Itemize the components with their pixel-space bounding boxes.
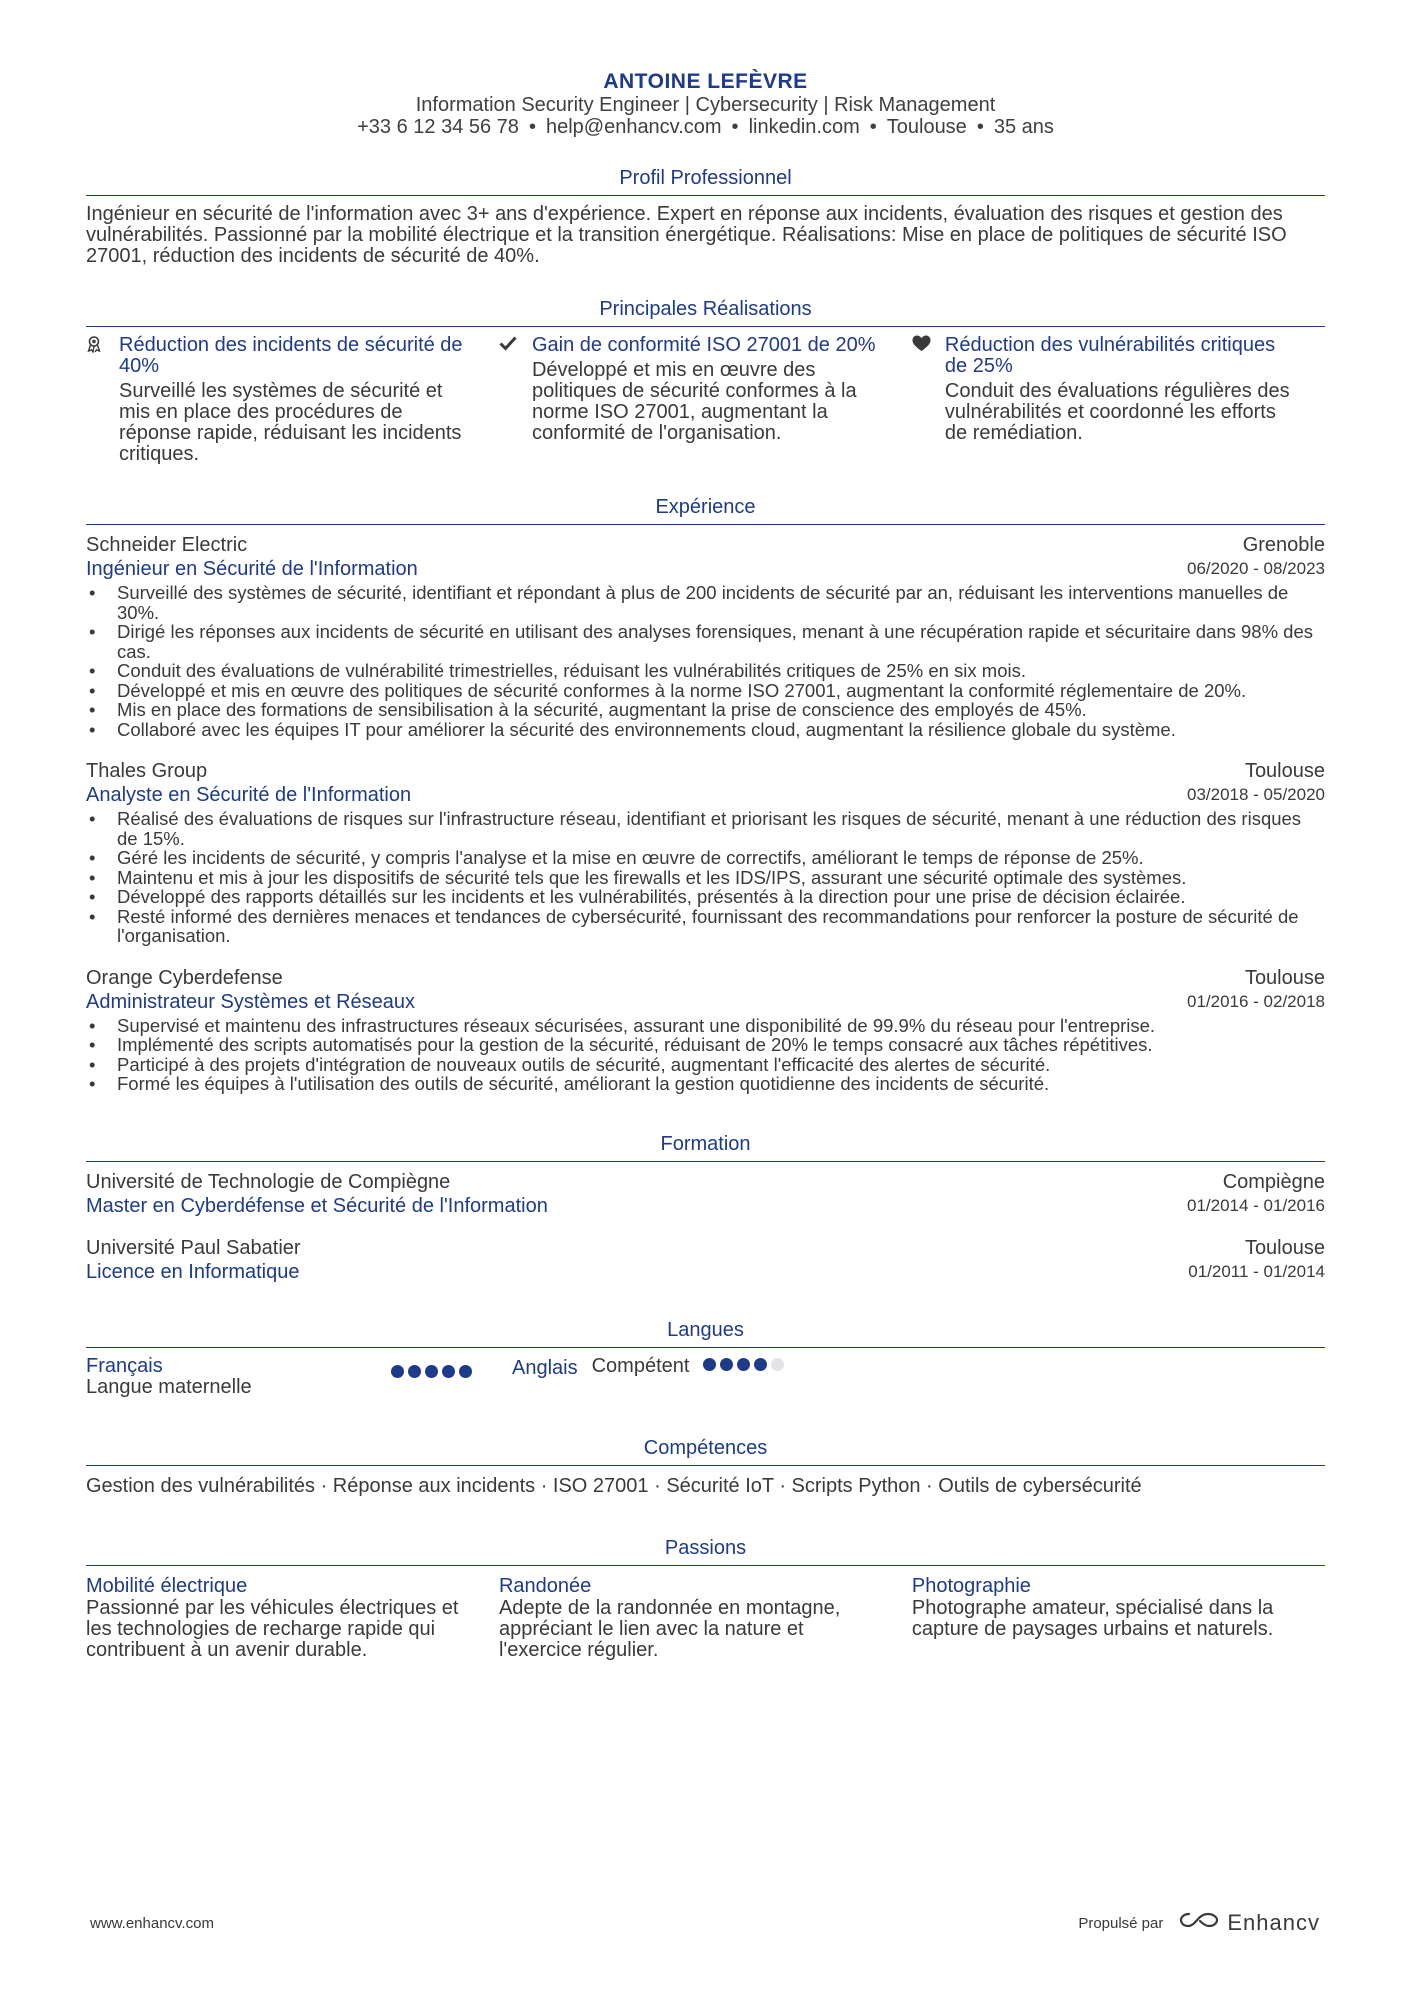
list-item: • Surveillé des systèmes de sécurité, identifiant et répondant à plus de 200 incidents de sécurité par an, réduisant les interventions manuelles de 30%. (86, 583, 1325, 622)
award-icon (86, 335, 119, 465)
school-name: Université Paul Sabatier (86, 1236, 301, 1259)
passion-title: Photographie (911, 1574, 1031, 1597)
school-location: Toulouse (1244, 1236, 1325, 1259)
section-title: Compétences (86, 1436, 1325, 1466)
phone: +33 6 12 34 56 78 (357, 116, 519, 138)
experience-section (86, 495, 1325, 1094)
achievements-section (86, 297, 1325, 465)
job-role: Ingénieur en Sécurité de l'Information (86, 558, 418, 580)
rating-dot (459, 1365, 472, 1378)
job-location: Grenoble (1242, 534, 1325, 556)
passion-item (912, 1574, 1325, 1661)
headline: Information Security Engineer | Cybersecurity | Risk Management (415, 94, 996, 116)
language-name: Français (86, 1354, 163, 1377)
brand-name: Enhancv (1227, 1910, 1320, 1935)
passion-desc: Photographe amateur, spécialisé dans la capture de paysages urbains et naturels. (911, 1596, 1274, 1640)
job-role: Administrateur Systèmes et Réseaux (86, 990, 416, 1013)
achievement-title: Réduction des incidents de sécurité de 40% (119, 334, 463, 377)
language-rating (391, 1365, 472, 1398)
list-item: • Réalisé des évaluations de risques sur l'infrastructure réseau, identifiant et priorisant les risques de sécurité, menant à une réduction des risques de 15%. (86, 809, 1325, 848)
linkedin[interactable]: linkedin.com (748, 116, 860, 138)
list-item: • Dirigé les réponses aux incidents de sécurité en utilisant des analyses forensiques, menant à une récupération rapide et sécuritaire dans 98% des cas. (86, 622, 1325, 661)
rating-dot (408, 1365, 421, 1378)
rating-dot (442, 1365, 455, 1378)
education-section (86, 1132, 1325, 1284)
section-title: Profil Professionnel (86, 166, 1325, 196)
passion-item (499, 1574, 912, 1661)
rating-dot (425, 1365, 438, 1378)
company-name: Thales Group (86, 760, 208, 782)
degree: Master en Cyberdéfense et Sécurité de l'Information (86, 1194, 548, 1217)
education-dates: 01/2011 - 01/2014 (1188, 1261, 1325, 1281)
company-name: Schneider Electric (86, 534, 248, 556)
job-entry (86, 533, 1325, 739)
section-title: Langues (86, 1318, 1325, 1348)
job-location: Toulouse (1244, 966, 1325, 989)
language-level: Langue maternelle (86, 1375, 252, 1398)
list-item: • Implémenté des scripts automatisés pour la gestion de la sécurité, réduisant de 20% le temps consacré aux tâches répétitives. (86, 1035, 1325, 1055)
achievement-desc: Surveillé les systèmes de sécurité et mis en place des procédures de réponse rapide, réduisant les incidents critiques. (119, 380, 462, 465)
rating-dot (703, 1358, 716, 1371)
list-item: • Maintenu et mis à jour les dispositifs de sécurité tels que les firewalls et les IDS/IPS, assurant une sécurité optimale des systèmes. (86, 868, 1325, 888)
list-item: • Supervisé et maintenu des infrastructures réseaux sécurisées, assurant une disponibilité de 99.9% du réseau pour l'entreprise. (86, 1016, 1325, 1036)
summary-text: Ingénieur en sécurité de l'information avec 3+ ans d'expérience. Expert en réponse aux incidents, évaluation des risques et gestion des vulnérabilités. Passionné par la mobilité électrique et la transition énergétique. Réalisations: Mise en place de politiques de sécurité ISO 27001, réduction des incidents de sécurité de 40%. (86, 203, 1287, 267)
list-item: • Resté informé des dernières menaces et tendances de cybersécurité, fournissant des recommandations pour renforcer la posture de sécurité de l'organisation. (86, 907, 1325, 946)
achievement-desc: Conduit des évaluations régulières des vulnérabilités et coordonné les efforts de remédiation. (944, 380, 1290, 444)
rating-dot (391, 1365, 404, 1378)
achievement-item (86, 335, 499, 465)
passions-section (86, 1536, 1325, 1661)
achievement-item (912, 335, 1325, 465)
age: 35 ans (993, 116, 1054, 138)
education-entry (86, 1170, 1325, 1218)
school-location: Compiègne (1222, 1170, 1325, 1193)
section-title: Passions (86, 1536, 1325, 1566)
passion-title: Mobilité électrique (86, 1574, 248, 1597)
job-dates: 01/2016 - 02/2018 (1186, 991, 1325, 1011)
language-rating (703, 1358, 784, 1371)
candidate-name: ANTOINE LEFÈVRE (603, 70, 808, 93)
job-dates: 03/2018 - 05/2020 (1186, 785, 1325, 804)
list-item: • Développé des rapports détaillés sur les incidents et les vulnérabilités, présentés à la direction pour une prise de décision éclairée. (86, 887, 1325, 907)
job-location: Toulouse (1244, 760, 1325, 782)
rating-dot (771, 1358, 784, 1371)
email[interactable]: help@enhancv.com (545, 116, 722, 138)
summary-section (86, 166, 1325, 267)
powered-by (1078, 1910, 1320, 1936)
passion-item (86, 1574, 499, 1661)
enhancv-logo[interactable] (1179, 1910, 1320, 1936)
list-item: • Conduit des évaluations de vulnérabilité trimestrielles, réduisant les vulnérabilités critiques de 25% en six mois. (86, 661, 1325, 681)
powered-by-label: Propulsé par (1078, 1914, 1164, 1932)
achievement-title: Gain de conformité ISO 27001 de 20% (531, 334, 876, 356)
list-item: • Collaboré avec les équipes IT pour améliorer la sécurité des environnements cloud, augmentant la résilience globale du système. (86, 720, 1325, 740)
footer (90, 1910, 1320, 1936)
list-item: • Formé les équipes à l'utilisation des outils de sécurité, améliorant la gestion quotidienne des incidents de sécurité. (86, 1074, 1325, 1094)
contact-line: +33 6 12 34 56 78 • help@enhancv.com • linkedin.com • Toulouse • 35 ans (357, 116, 1054, 138)
list-item: • Participé à des projets d'intégration de nouveaux outils de sécurité, augmentant l'efficacité des alertes de sécurité. (86, 1055, 1325, 1075)
skills-section (86, 1436, 1325, 1498)
list-item: • Géré les incidents de sécurité, y compris l'analyse et la mise en œuvre de correctifs, améliorant le temps de réponse de 25%. (86, 848, 1325, 868)
location: Toulouse (886, 116, 967, 138)
job-entry (86, 759, 1325, 946)
rating-dot (754, 1358, 767, 1371)
passion-desc: Adepte de la randonnée en montagne, appréciant le lien avec la nature et l'exercice régulier. (498, 1596, 841, 1661)
footer-url[interactable]: www.enhancv.com (90, 1914, 214, 1932)
resume-page (86, 70, 1325, 1661)
section-title: Formation (86, 1132, 1325, 1162)
achievement-title: Réduction des vulnérabilités critiques de 25% (944, 334, 1276, 377)
job-role: Analyste en Sécurité de l'Information (86, 784, 412, 806)
list-item: • Mis en place des formations de sensibilisation à la sécurité, augmentant la prise de conscience des employés de 45%. (86, 700, 1325, 720)
language-item (512, 1356, 784, 1379)
language-name: Anglais (512, 1356, 578, 1379)
infinity-icon (1179, 1910, 1219, 1936)
degree: Licence en Informatique (86, 1260, 300, 1283)
company-name: Orange Cyberdefense (86, 966, 283, 989)
rating-dot (737, 1358, 750, 1371)
rating-dot (720, 1358, 733, 1371)
passion-desc: Passionné par les véhicules électriques et les technologies de recharge rapide qui contribuent à un avenir durable. (86, 1596, 459, 1661)
skills-list: Gestion des vulnérabilités · Réponse aux incidents · ISO 27001 · Sécurité IoT · Scripts Python · Outils de cybersécurité (86, 1474, 1142, 1497)
languages-section (86, 1318, 1325, 1398)
heart-icon (912, 335, 945, 465)
language-item (86, 1356, 512, 1398)
school-name: Université de Technologie de Compiègne (86, 1170, 451, 1193)
education-dates: 01/2014 - 01/2016 (1186, 1195, 1325, 1215)
language-level: Compétent (591, 1354, 690, 1377)
section-title: Expérience (86, 495, 1325, 525)
education-entry (86, 1236, 1325, 1284)
checkmark-icon (499, 335, 532, 465)
section-title: Principales Réalisations (86, 297, 1325, 327)
achievement-desc: Développé et mis en œuvre des politiques de sécurité conformes à la norme ISO 27001, augmentant la conformité de l'organisation. (531, 359, 857, 444)
achievement-item (499, 335, 912, 465)
passion-title: Randonée (498, 1574, 592, 1597)
job-entry (86, 966, 1325, 1094)
list-item: • Développé et mis en œuvre des politiques de sécurité conformes à la norme ISO 27001, augmentant la conformité réglementaire de 20%. (86, 681, 1325, 701)
job-dates: 06/2020 - 08/2023 (1186, 559, 1325, 578)
